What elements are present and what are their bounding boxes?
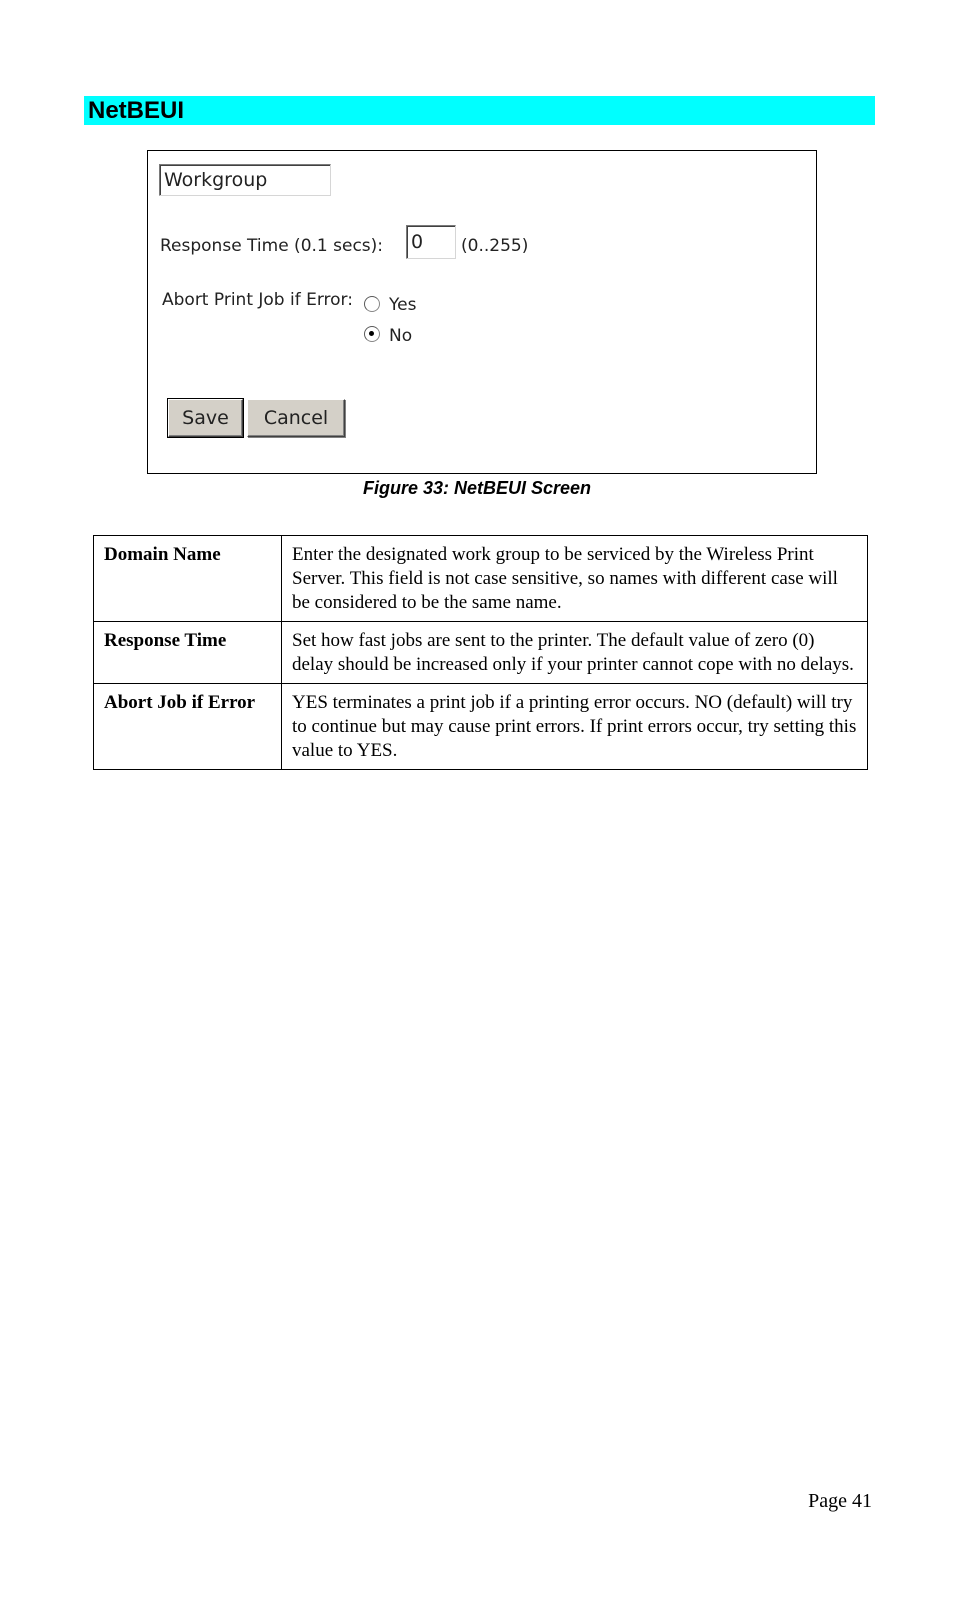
response-time-label: Response Time (0.1 secs): <box>160 236 384 256</box>
field-description-table <box>93 535 868 770</box>
abort-yes-label[interactable]: Yes <box>389 295 417 315</box>
abort-print-job-label: Abort Print Job if Error: <box>162 290 353 310</box>
description-cell: Enter the designated work group to be serviced by the Wireless Print Server. This field is not case sensitive, so names with different case will be considered to be the same name. <box>282 536 868 622</box>
description-cell: YES terminates a print job if a printing error occurs. NO (default) will try to continue but may cause print errors. If print errors occur, try setting this value to YES. <box>282 684 868 770</box>
description-cell: Set how fast jobs are sent to the printer. The default value of zero (0) delay should be increased only if your printer cannot cope with no delays. <box>282 622 868 684</box>
table-row <box>94 684 868 770</box>
response-range-label: (0..255) <box>461 236 529 256</box>
netbeui-screen-figure <box>147 150 817 474</box>
workgroup-input[interactable] <box>159 164 331 196</box>
table-row <box>94 536 868 622</box>
radio-selected-dot <box>369 331 374 336</box>
figure-caption: Figure 33: NetBEUI Screen <box>362 478 592 498</box>
abort-no-radio[interactable] <box>364 326 380 342</box>
cancel-button[interactable]: Cancel <box>247 399 345 437</box>
abort-yes-radio[interactable] <box>364 296 380 312</box>
abort-no-label[interactable]: No <box>389 326 413 346</box>
term-cell: Domain Name <box>94 536 282 622</box>
save-button[interactable]: Save <box>168 399 243 437</box>
term-cell: Response Time <box>94 622 282 684</box>
section-heading: NetBEUI <box>84 96 875 125</box>
table-row <box>94 622 868 684</box>
term-cell: Abort Job if Error <box>94 684 282 770</box>
page-number: Page 41 <box>808 1490 872 1512</box>
response-time-input[interactable] <box>406 225 456 259</box>
